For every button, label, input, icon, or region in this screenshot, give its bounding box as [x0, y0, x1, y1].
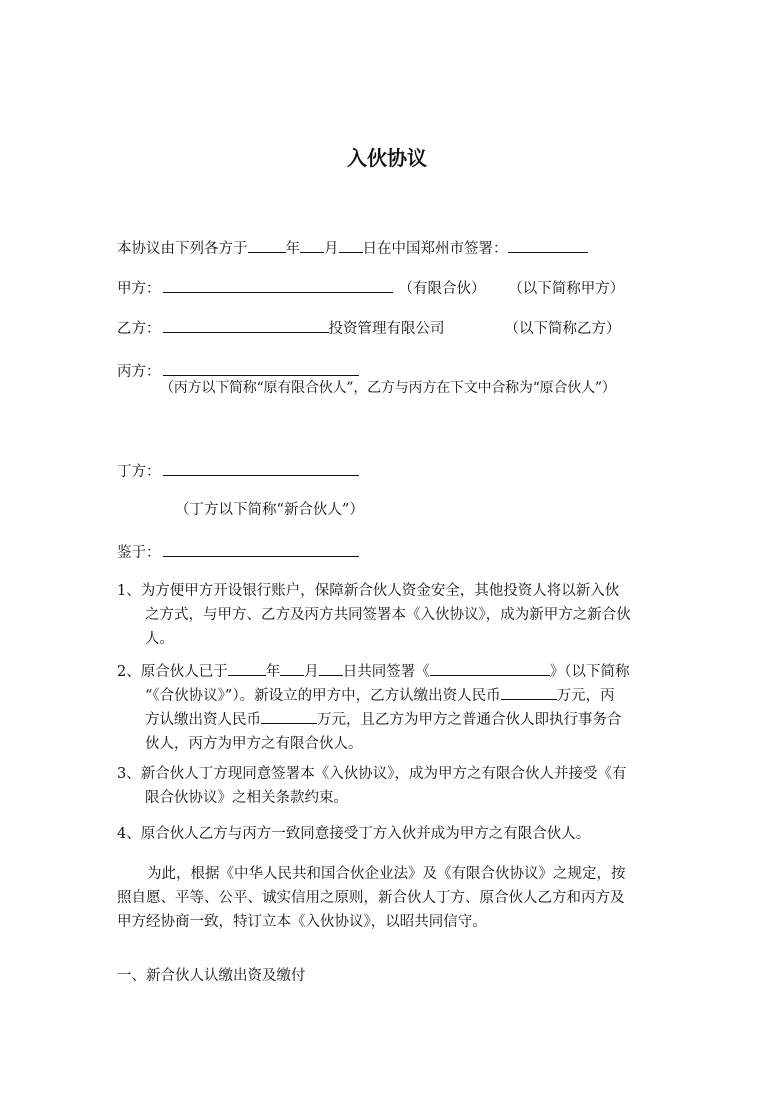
closing-line-3: 甲方经协商一致，特订立本《入伙协议》，以昭共同信守。	[117, 914, 487, 930]
place-blank	[508, 237, 588, 253]
party-a-alias: （以下简称甲方）	[515, 281, 625, 297]
clause-2-month-blank	[280, 660, 304, 676]
party-b-alias: （以下简称乙方）	[504, 321, 621, 337]
clause-2-text-c: 月	[304, 664, 319, 680]
clause-2-text-h: 方认缴出资人民币	[145, 712, 261, 728]
party-c-label: 丙方：	[117, 364, 161, 380]
clause-2-day-blank	[319, 660, 343, 676]
clause-2-text-g: 万元，丙	[556, 688, 615, 704]
clause-2-agreement-blank	[430, 660, 550, 676]
clause-2-text-e: 》（以下简称	[549, 664, 630, 680]
party-a-label: 甲方：	[117, 281, 161, 297]
witness-blank	[163, 541, 359, 557]
closing-line-1: 为此，根据《中华人民共和国合伙企业法》及《有限合伙协议》之规定，按	[147, 866, 626, 882]
clause-4-text: 4、原合伙人乙方与丙方一致同意接受丁方入伙并成为甲方之有限合伙人。	[117, 826, 591, 842]
intro-prefix: 本协议由下列各方于	[117, 241, 248, 257]
witness-line	[117, 541, 359, 563]
closing-line-2: 照自愿、平等、公平、诚实信用之原则，新合伙人丁方、原合伙人乙方和丙方及	[117, 890, 625, 906]
clause-2-line-1	[117, 660, 629, 684]
clause-2-amount-b-blank	[501, 684, 557, 700]
clause-1-line-2: 之方式，与甲方、乙方及丙方共同签署本《入伙协议》，成为新甲方之新合伙	[145, 607, 631, 623]
party-b-line	[117, 317, 621, 339]
clause-1	[117, 579, 631, 651]
witness-label: 鉴于：	[117, 545, 161, 561]
clause-1-line-3: 人。	[145, 631, 174, 647]
clause-1-line-1: 1、为方便甲方开设银行账户，保障新合伙人资金安全，其他投资人将以新入伙	[117, 583, 620, 599]
intro-year: 年	[285, 241, 300, 257]
clause-2-text-i: 万元，且乙方为甲方之普通合伙人即执行事务合	[317, 712, 622, 728]
party-d-note: （丁方以下简称“新合伙人”）	[175, 502, 364, 518]
section-1-heading: 一、新合伙人认缴出资及缴付	[117, 968, 306, 984]
party-a-type: （有限合伙）	[398, 281, 486, 297]
clause-2-line-3	[117, 708, 629, 732]
month-blank	[300, 237, 324, 253]
party-b-blank	[163, 317, 329, 333]
clause-2	[117, 660, 629, 756]
closing-paragraph	[117, 862, 626, 934]
clause-2-line-2	[117, 684, 629, 708]
intro-line	[117, 237, 588, 259]
intro-month: 月	[324, 241, 339, 257]
party-c-note: （丙方以下简称“原有限合伙人”，乙方与丙方在下文中合称为“原合伙人”）	[160, 380, 616, 396]
clause-3-line-2: 限合伙协议》之相关条款约束。	[145, 790, 348, 806]
clause-3-line-1: 3、新合伙人丁方现同意签署本《入伙协议》，成为甲方之有限合伙人并接受《有	[117, 766, 627, 782]
clause-2-line-4: 伙人，丙方为甲方之有限合伙人。	[145, 736, 363, 752]
clause-2-text-f: “《合伙协议》”）。新设立的甲方中，乙方认缴出资人民币	[145, 688, 501, 704]
clause-2-text-a: 2、原合伙人已于	[117, 664, 228, 680]
clause-2-text-d: 日共同签署《	[342, 664, 430, 680]
party-d-label: 丁方：	[117, 464, 161, 480]
party-b-label: 乙方：	[117, 321, 161, 337]
clause-2-text-b: 年	[265, 664, 281, 680]
day-blank	[339, 237, 363, 253]
clause-3	[117, 762, 626, 810]
document-title: 入伙协议	[347, 146, 427, 170]
party-d-blank	[163, 460, 359, 476]
clause-2-amount-c-blank	[261, 708, 317, 724]
year-blank	[248, 237, 286, 253]
clause-4	[117, 822, 590, 846]
party-b-name-suffix: 投资管理有限公司	[328, 321, 445, 337]
intro-suffix: 日在中国郑州市签署：	[362, 241, 508, 257]
party-a-line	[117, 277, 624, 299]
party-c-blank	[163, 360, 359, 376]
clause-2-year-blank	[228, 660, 266, 676]
party-d-line	[117, 460, 359, 482]
party-a-blank	[163, 277, 393, 293]
